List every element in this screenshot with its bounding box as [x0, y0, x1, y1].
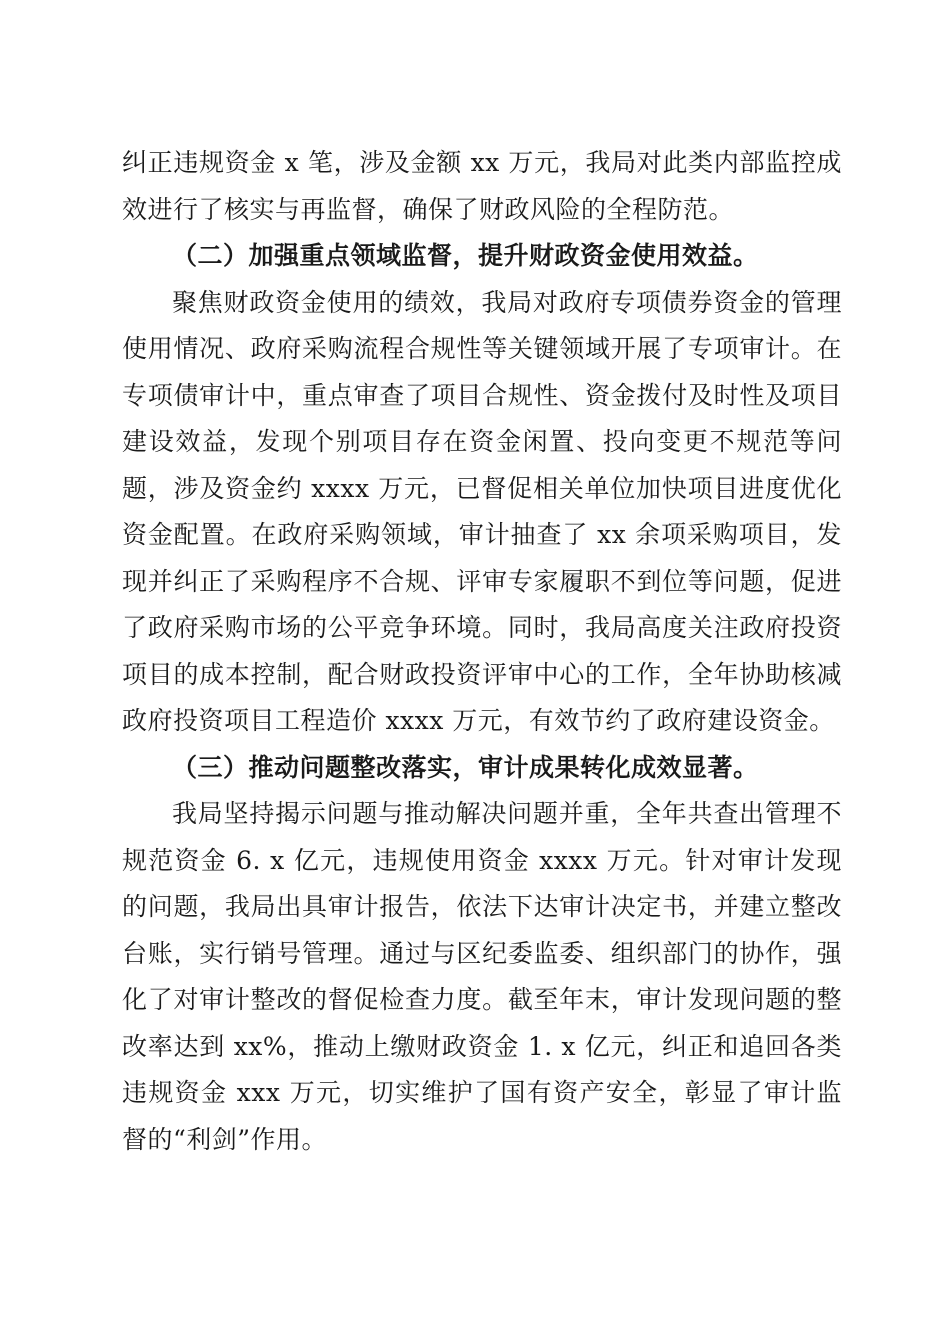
- section-heading-2: （二）加强重点领域监督，提升财政资金使用效益。: [172, 241, 759, 270]
- document-body: [122, 140, 842, 1163]
- paragraph-continuation: 纠正违规资金 x 笔，涉及金额 xx 万元，我局对此类内部监控成效进行了核实与再监督，确保了财政风险的全程防范。: [122, 148, 842, 224]
- paragraph-special-audit: 聚焦财政资金使用的绩效，我局对政府专项债券资金的管理使用情况、政府采购流程合规性等关键领域开展了专项审计。在专项债审计中，重点审查了项目合规性、资金拨付及时性及项目建设效益，发现个别项目存在资金闲置、投向变更不规范等问题，涉及资金约 xxxx 万元，已督促相关单位加快项目进度优化资金配置。在政府采购领域，审计抽查了 xx 余项采购项目，发现并纠正了采购程序不合规、评审专家履职不到位等问题，促进了政府采购市场的公平竞争环境。同时，我局高度关注政府投资项目的成本控制，配合财政投资评审中心的工作，全年协助核减政府投资项目工程造价 xxxx 万元，有效节约了政府建设资金。: [122, 287, 842, 735]
- section-heading-3: （三）推动问题整改落实，审计成果转化成效显著。: [172, 752, 759, 782]
- paragraph-rectification: 我局坚持揭示问题与推动解决问题并重，全年共查出管理不规范资金 6. x 亿元，违规使用资金 xxxx 万元。针对审计发现的问题，我局出具审计报告，依法下达审计决定书，并建立整改台账，实行销号管理。通过与区纪委监委、组织部门的协作，强化了对审计整改的督促检查力度。截至年末，审计发现问题的整改率达到 xx%，推动上缴财政资金 1. x 亿元，纠正和追回各类违规资金 xxx 万元，切实维护了国有资产安全，彰显了审计监督的“利剑”作用。: [122, 799, 842, 1154]
